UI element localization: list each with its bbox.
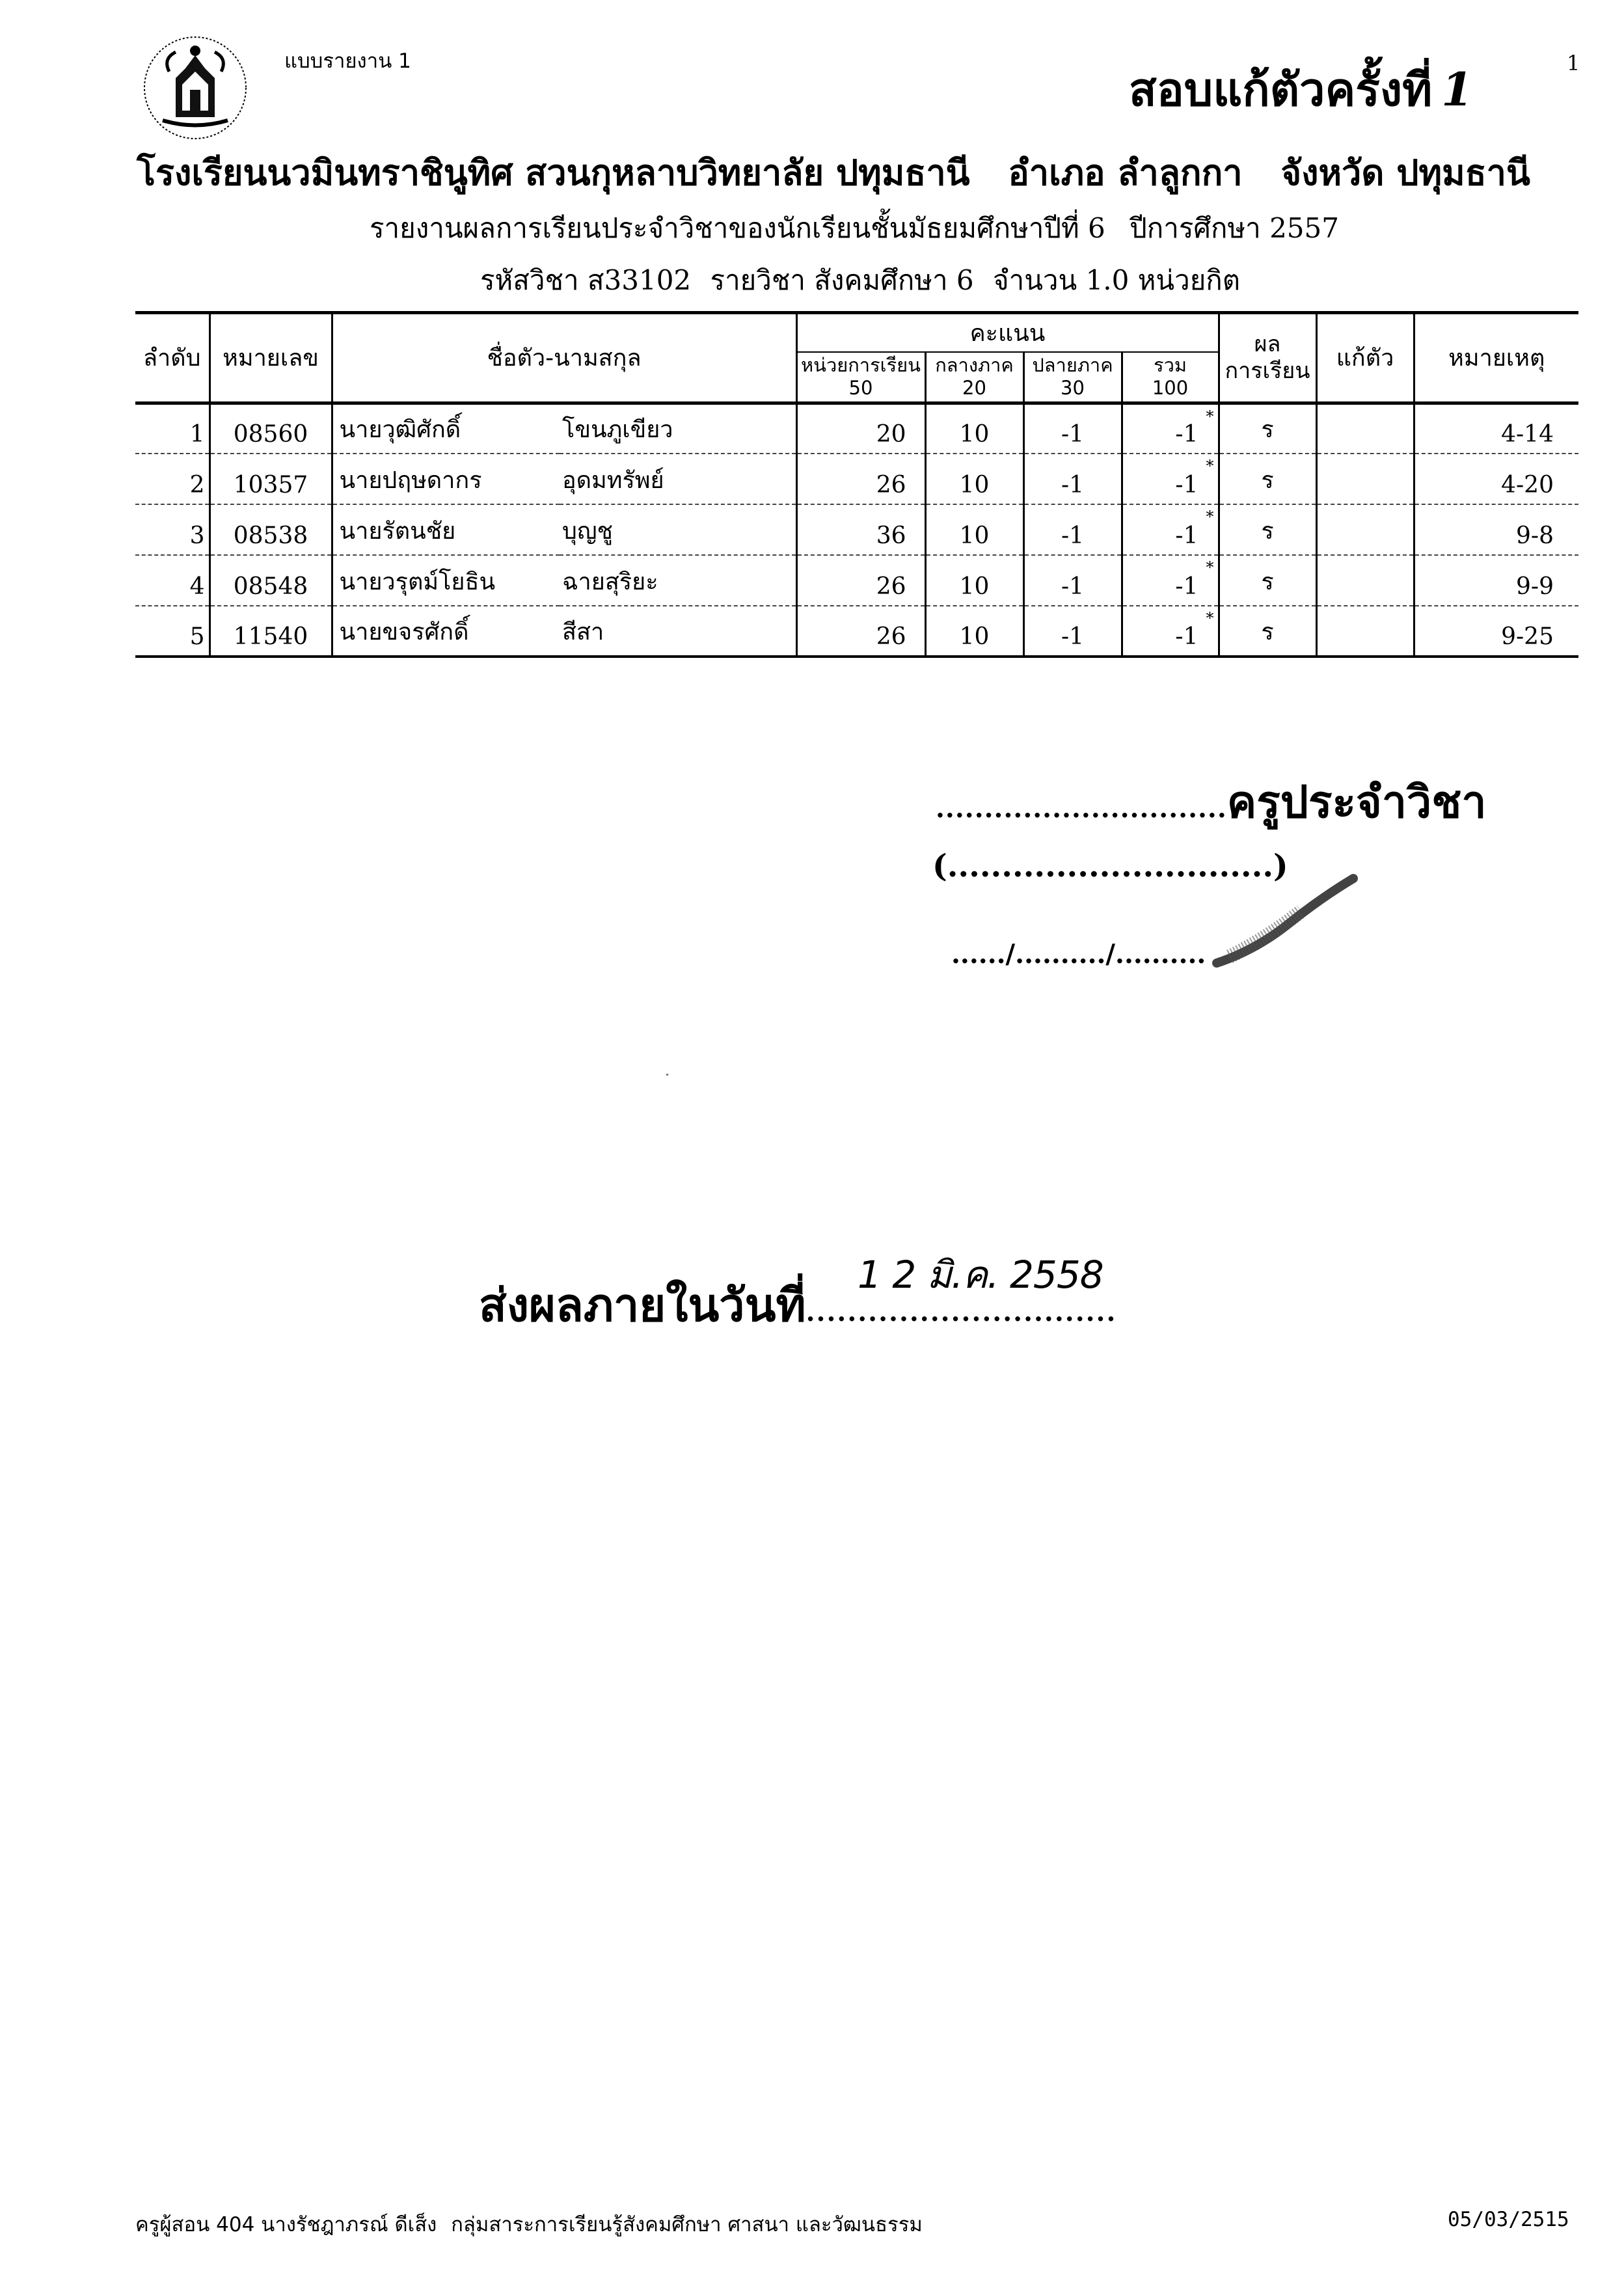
asterisk-mark: * (1206, 407, 1214, 426)
cell-unit-score: 26 (796, 606, 925, 657)
cell-first-name: นายวุฒิศักดิ์ (332, 403, 560, 454)
cell-grade: ร (1219, 403, 1316, 454)
cell-student-id: 08538 (210, 504, 332, 555)
header-grade-line1: ผล (1254, 331, 1281, 357)
academic-year: ปีการศึกษา 2557 (1130, 212, 1339, 244)
cell-student-id: 10357 (210, 454, 332, 504)
teacher-signature-dots: .............................. (936, 793, 1227, 824)
cell-remark: 4-20 (1414, 454, 1578, 504)
cell-midterm-score: 10 (925, 504, 1023, 555)
signature-date-blank: ....../........../.......... (951, 939, 1206, 970)
footer-teacher: ครูผู้สอน 404 นางรัชฎาภรณ์ ดีเส็ง (135, 2213, 437, 2236)
header-midterm-max: 20 (962, 377, 986, 400)
exam-round: 1 (1441, 62, 1473, 116)
scan-speck (666, 1074, 668, 1076)
cell-total-score (1122, 555, 1219, 606)
cell-first-name: นายปฤษดากร (332, 454, 560, 504)
header-total (1122, 352, 1219, 403)
cell-total-score (1122, 403, 1219, 454)
header-grade-line2: การเรียน (1225, 357, 1310, 384)
cell-no: 1 (135, 403, 210, 454)
cell-retake (1316, 606, 1414, 657)
cell-student-id: 11540 (210, 606, 332, 657)
header-total-label: รวม (1154, 354, 1187, 377)
header-unit-max: 50 (848, 377, 873, 400)
table-row (135, 504, 1578, 555)
school-heading (137, 144, 1542, 200)
table-row (135, 454, 1578, 504)
cell-midterm-score: 10 (925, 606, 1023, 657)
cell-first-name: นายวรุตม์โยธิน (332, 555, 560, 606)
submission-line (479, 1269, 1116, 1341)
cell-grade: ร (1219, 504, 1316, 555)
school-name: โรงเรียนนวมินทราชินูทิศ สวนกุหลาบวิทยาลัย ปทุมธานี (137, 152, 970, 193)
header-remark: หมายเหตุ (1414, 313, 1578, 403)
cell-final-score: -1 (1023, 606, 1122, 657)
cell-retake (1316, 403, 1414, 454)
grade-table (135, 311, 1578, 658)
cell-no: 3 (135, 504, 210, 555)
header-name: ชื่อตัว-นามสกุล (332, 313, 796, 403)
footer-teacher-info (135, 2208, 930, 2240)
district: อำเภอ ลำลูกกา (1008, 152, 1243, 193)
subject-code: รหัสวิชา ส33102 (480, 264, 692, 296)
cell-final-score: -1 (1023, 403, 1122, 454)
cell-first-name: นายขจรศักดิ์ (332, 606, 560, 657)
table-row (135, 555, 1578, 606)
cell-no: 5 (135, 606, 210, 657)
cell-total-score (1122, 606, 1219, 657)
cell-final-score: -1 (1023, 555, 1122, 606)
cell-retake (1316, 555, 1414, 606)
table-row (135, 606, 1578, 657)
header-midterm-label: กลางภาค (935, 354, 1014, 377)
report-title-line (370, 207, 1355, 250)
cell-grade: ร (1219, 555, 1316, 606)
footer-print-date: 05/03/2515 (1448, 2208, 1569, 2231)
total-value: -1 (1175, 523, 1198, 549)
asterisk-mark: * (1206, 609, 1214, 627)
cell-student-id: 08560 (210, 403, 332, 454)
cell-last-name: บุญชู (560, 504, 796, 555)
ink-smudge (1210, 872, 1360, 970)
cell-total-score (1122, 454, 1219, 504)
handwritten-date: 1 2 มิ.ค. 2558 (858, 1253, 1103, 1297)
submission-label: ส่งผลภายในวันที่ (479, 1278, 806, 1332)
cell-last-name: ฉายสุริยะ (560, 555, 796, 606)
teacher-name-blank: (..............................) (932, 848, 1288, 884)
asterisk-mark: * (1206, 508, 1214, 526)
cell-last-name: อุดมทรัพย์ (560, 454, 796, 504)
cell-unit-score: 26 (796, 454, 925, 504)
exam-title (1129, 53, 1473, 126)
header-grade (1219, 313, 1316, 403)
cell-no: 2 (135, 454, 210, 504)
asterisk-mark: * (1206, 558, 1214, 577)
cell-student-id: 08548 (210, 555, 332, 606)
header-student-id: หมายเลข (210, 313, 332, 403)
header-final (1023, 352, 1122, 403)
header-final-max: 30 (1061, 377, 1085, 400)
cell-last-name: โขนภูเขียว (560, 403, 796, 454)
cell-first-name: นายรัตนชัย (332, 504, 560, 555)
subject-name: รายวิชา สังคมศึกษา 6 (710, 264, 974, 296)
table-row (135, 403, 1578, 454)
total-value: -1 (1175, 472, 1198, 498)
cell-unit-score: 36 (796, 504, 925, 555)
cell-final-score: -1 (1023, 454, 1122, 504)
cell-total-score (1122, 504, 1219, 555)
school-logo (137, 33, 254, 143)
cell-grade: ร (1219, 454, 1316, 504)
cell-no: 4 (135, 555, 210, 606)
credits: จำนวน 1.0 หน่วยกิต (993, 264, 1241, 296)
cell-midterm-score: 10 (925, 454, 1023, 504)
total-value: -1 (1175, 623, 1198, 650)
cell-retake (1316, 454, 1414, 504)
cell-final-score: -1 (1023, 504, 1122, 555)
page-number: 1 (1567, 51, 1580, 75)
cell-midterm-score: 10 (925, 403, 1023, 454)
exam-title-text: สอบแก้ตัวครั้งที่ (1129, 62, 1433, 116)
header-total-max: 100 (1152, 377, 1189, 400)
province: จังหวัด ปทุมธานี (1280, 152, 1530, 193)
subject-line (480, 259, 1251, 302)
teacher-signature-line (936, 767, 1487, 837)
header-score-group: คะแนน (796, 313, 1219, 353)
cell-midterm-score: 10 (925, 555, 1023, 606)
header-unit-label: หน่วยการเรียน (801, 354, 921, 377)
header-unit (796, 352, 925, 403)
cell-remark: 4-14 (1414, 403, 1578, 454)
teacher-label: ครูประจำวิชา (1226, 776, 1487, 828)
total-value: -1 (1175, 421, 1198, 448)
cell-remark: 9-8 (1414, 504, 1578, 555)
header-no: ลำดับ (135, 313, 210, 403)
cell-unit-score: 26 (796, 555, 925, 606)
submission-dots: .............................. (805, 1297, 1117, 1327)
cell-remark: 9-9 (1414, 555, 1578, 606)
total-value: -1 (1175, 573, 1198, 600)
form-label: แบบรายงาน 1 (284, 49, 411, 73)
footer-department: กลุ่มสาระการเรียนรู้สังคมศึกษา ศาสนา และวัฒนธรรม (451, 2213, 923, 2236)
cell-remark: 9-25 (1414, 606, 1578, 657)
cell-grade: ร (1219, 606, 1316, 657)
header-retake: แก้ตัว (1316, 313, 1414, 403)
asterisk-mark: * (1206, 457, 1214, 475)
header-midterm (925, 352, 1023, 403)
cell-retake (1316, 504, 1414, 555)
cell-last-name: สีสา (560, 606, 796, 657)
header-final-label: ปลายภาค (1032, 354, 1113, 377)
report-title: รายงานผลการเรียนประจำวิชาของนักเรียนชั้นมัธยมศึกษาปีที่ 6 (370, 212, 1105, 244)
cell-unit-score: 20 (796, 403, 925, 454)
